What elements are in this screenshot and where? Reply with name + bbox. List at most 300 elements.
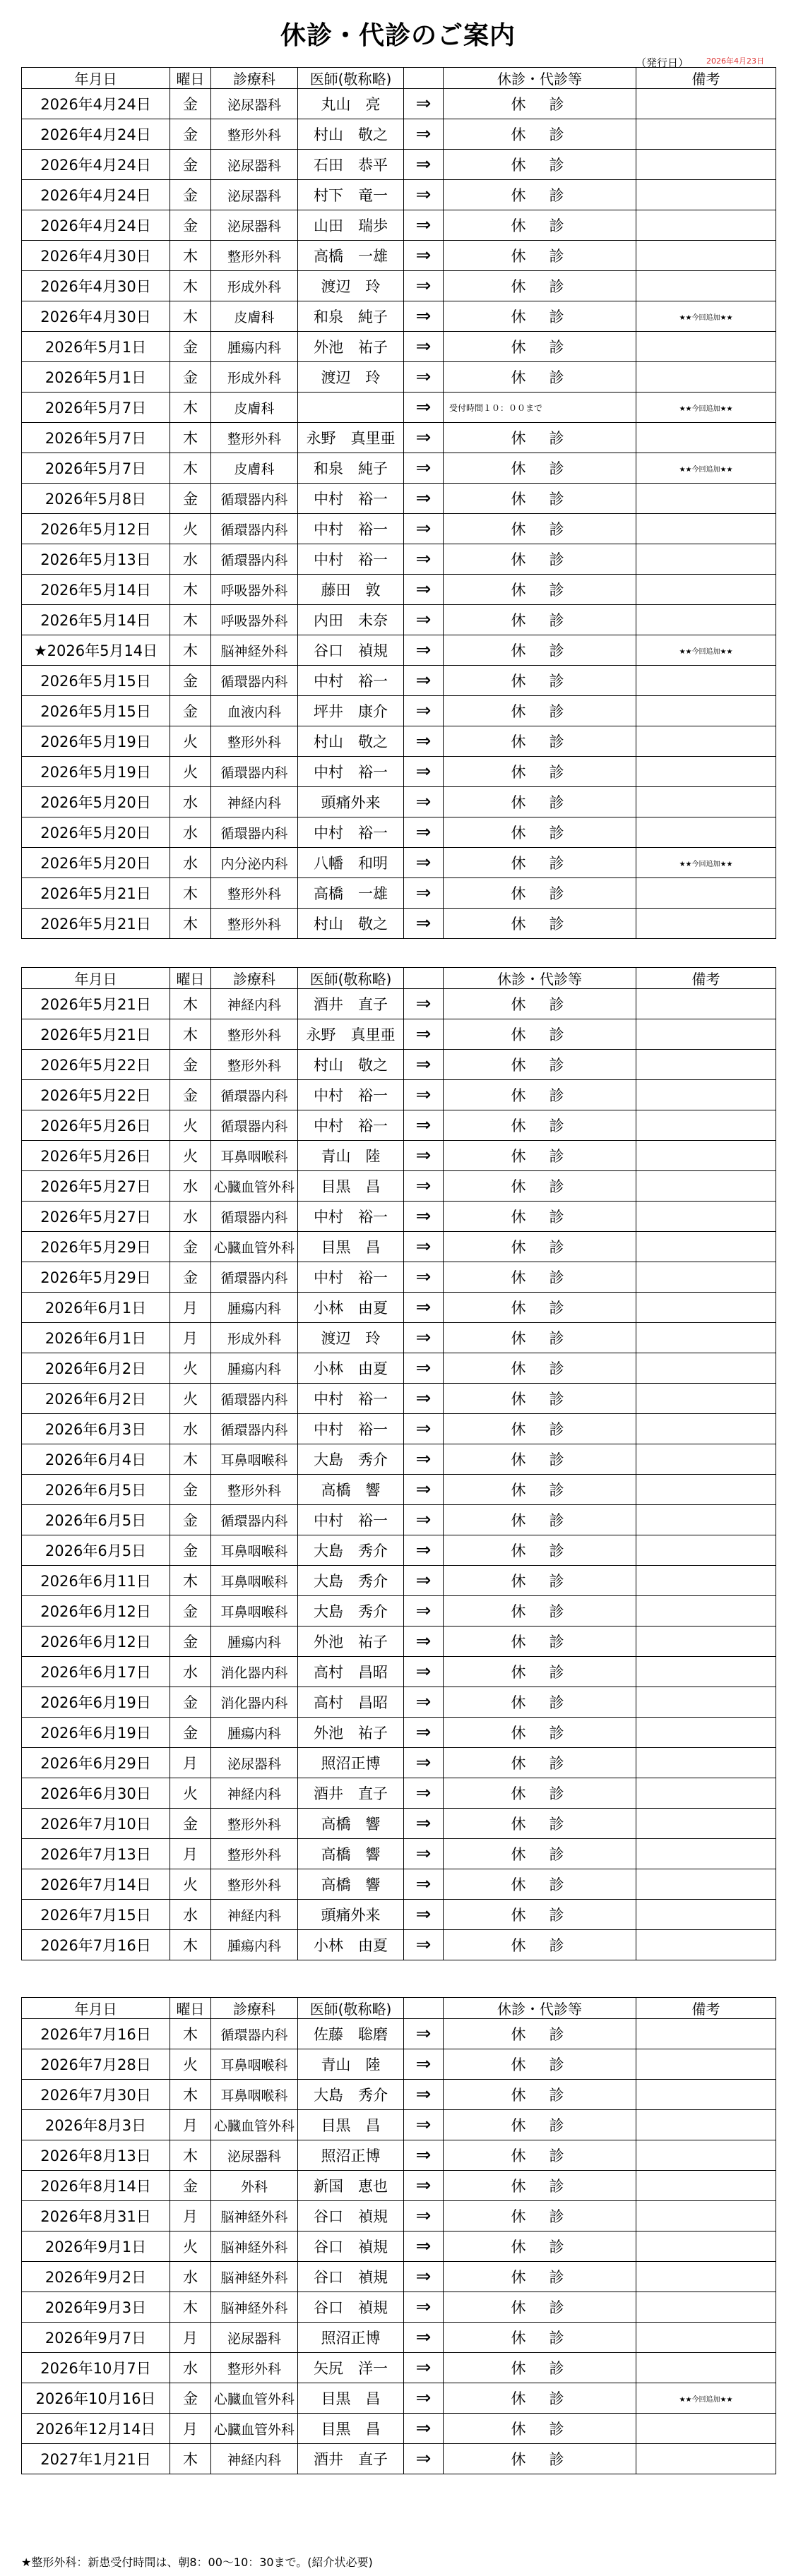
cell-doctor: 小林 由夏 xyxy=(298,1353,404,1384)
cell-status: 休 診 xyxy=(444,1505,636,1535)
table-row xyxy=(22,1596,776,1627)
table-row xyxy=(22,1110,776,1141)
cell-status: 休 診 xyxy=(444,1748,636,1778)
cell-note xyxy=(636,1627,776,1657)
table-row xyxy=(22,1535,776,1566)
cell-note xyxy=(636,1718,776,1748)
table-row xyxy=(22,696,776,726)
cell-department: 泌尿器科 xyxy=(211,150,298,180)
cell-weekday: 木 xyxy=(170,575,211,605)
cell-date: 2026年4月24日 xyxy=(22,89,170,119)
cell-status: 休 診 xyxy=(444,1869,636,1900)
cell-department: 循環器内科 xyxy=(211,544,298,575)
cell-note xyxy=(636,514,776,544)
cell-department: 整形外科 xyxy=(211,2353,298,2383)
cell-date: 2026年5月19日 xyxy=(22,726,170,757)
cell-note xyxy=(636,150,776,180)
cell-weekday: 金 xyxy=(170,1687,211,1718)
cell-date: 2026年4月30日 xyxy=(22,241,170,271)
cell-department: 神経内科 xyxy=(211,1900,298,1930)
cell-note xyxy=(636,1110,776,1141)
cell-note: ★★今回追加★★ xyxy=(636,848,776,878)
arrow-icon: ⇒ xyxy=(404,210,444,241)
table-row xyxy=(22,909,776,939)
table-row xyxy=(22,362,776,393)
arrow-icon: ⇒ xyxy=(404,2019,444,2049)
cell-status: 休 診 xyxy=(444,605,636,635)
cell-date: 2026年7月16日 xyxy=(22,1930,170,1960)
cell-weekday: 水 xyxy=(170,1202,211,1232)
cell-status: 休 診 xyxy=(444,1778,636,1809)
cell-note: ★★今回追加★★ xyxy=(636,635,776,666)
table-row xyxy=(22,332,776,362)
cell-note xyxy=(636,1778,776,1809)
cell-note xyxy=(636,1414,776,1444)
cell-note xyxy=(636,1535,776,1566)
cell-status: 休 診 xyxy=(444,1809,636,1839)
cell-weekday: 月 xyxy=(170,2414,211,2444)
cell-department: 整形外科 xyxy=(211,119,298,150)
header-status: 休診・代診等 xyxy=(444,1998,636,2019)
cell-weekday: 金 xyxy=(170,150,211,180)
arrow-icon: ⇒ xyxy=(404,1444,444,1475)
arrow-icon: ⇒ xyxy=(404,119,444,150)
cell-doctor: 渡辺 玲 xyxy=(298,271,404,301)
table-row xyxy=(22,2019,776,2049)
cell-note xyxy=(636,1687,776,1718)
cell-department: 神経内科 xyxy=(211,1778,298,1809)
arrow-icon: ⇒ xyxy=(404,1930,444,1960)
cell-note xyxy=(636,1171,776,1202)
cell-doctor: 佐藤 聡磨 xyxy=(298,2019,404,2049)
cell-date: 2026年6月17日 xyxy=(22,1657,170,1687)
cell-weekday: 木 xyxy=(170,1444,211,1475)
arrow-icon: ⇒ xyxy=(404,1869,444,1900)
cell-doctor: 村山 敬之 xyxy=(298,1050,404,1080)
table-row xyxy=(22,1566,776,1596)
cell-status: 休 診 xyxy=(444,1839,636,1869)
cell-doctor: 中村 裕一 xyxy=(298,544,404,575)
table-row xyxy=(22,1080,776,1110)
cell-date: 2026年6月5日 xyxy=(22,1475,170,1505)
table-row xyxy=(22,1718,776,1748)
cell-date: 2026年5月1日 xyxy=(22,332,170,362)
cell-department: 循環器内科 xyxy=(211,1384,298,1414)
cell-date: 2026年5月26日 xyxy=(22,1141,170,1171)
cell-weekday: 金 xyxy=(170,180,211,210)
cell-weekday: 木 xyxy=(170,423,211,453)
arrow-icon: ⇒ xyxy=(404,1080,444,1110)
table-row xyxy=(22,1809,776,1839)
arrow-icon: ⇒ xyxy=(404,89,444,119)
cell-weekday: 金 xyxy=(170,1627,211,1657)
cell-status: 休 診 xyxy=(444,2110,636,2140)
cell-doctor: 中村 裕一 xyxy=(298,757,404,787)
cell-status: 休 診 xyxy=(444,575,636,605)
cell-date: 2026年6月4日 xyxy=(22,1444,170,1475)
cell-weekday: 木 xyxy=(170,393,211,423)
cell-note: ★★今回追加★★ xyxy=(636,393,776,423)
table-row xyxy=(22,423,776,453)
cell-status: 休 診 xyxy=(444,1657,636,1687)
cell-note xyxy=(636,1323,776,1353)
footnote: ★整形外科：新患受付時間は、朝8：00～10：30まで。(紹介状必要) xyxy=(21,2556,373,2569)
cell-department: 血液内科 xyxy=(211,696,298,726)
arrow-icon: ⇒ xyxy=(404,1687,444,1718)
cell-doctor: 照沼正博 xyxy=(298,2323,404,2353)
cell-date: 2026年6月11日 xyxy=(22,1566,170,1596)
arrow-icon: ⇒ xyxy=(404,1262,444,1293)
arrow-icon: ⇒ xyxy=(404,2444,444,2474)
cell-department: 泌尿器科 xyxy=(211,180,298,210)
cell-note xyxy=(636,757,776,787)
cell-doctor: 大島 秀介 xyxy=(298,1444,404,1475)
table-row xyxy=(22,271,776,301)
cell-department: 腫瘍内科 xyxy=(211,1627,298,1657)
cell-date: 2026年5月19日 xyxy=(22,757,170,787)
cell-weekday: 月 xyxy=(170,1293,211,1323)
cell-date: 2026年5月15日 xyxy=(22,696,170,726)
cell-department: 耳鼻咽喉科 xyxy=(211,1141,298,1171)
table-row xyxy=(22,1475,776,1505)
arrow-icon: ⇒ xyxy=(404,1232,444,1262)
arrow-icon: ⇒ xyxy=(404,635,444,666)
header-notes: 備考 xyxy=(636,968,776,989)
cell-weekday: 金 xyxy=(170,1809,211,1839)
cell-weekday: 火 xyxy=(170,757,211,787)
cell-weekday: 木 xyxy=(170,605,211,635)
cell-note xyxy=(636,2262,776,2292)
cell-weekday: 水 xyxy=(170,848,211,878)
cell-date: 2026年5月13日 xyxy=(22,544,170,575)
cell-note xyxy=(636,787,776,817)
arrow-icon: ⇒ xyxy=(404,514,444,544)
arrow-icon: ⇒ xyxy=(404,1566,444,1596)
table-row xyxy=(22,2262,776,2292)
cell-date: ★2026年5月14日 xyxy=(22,635,170,666)
cell-note xyxy=(636,909,776,939)
cell-doctor: 酒井 直子 xyxy=(298,2444,404,2474)
header-status: 休診・代診等 xyxy=(444,68,636,89)
cell-doctor: 中村 裕一 xyxy=(298,1505,404,1535)
cell-weekday: 火 xyxy=(170,514,211,544)
header-arrow xyxy=(404,68,444,89)
arrow-icon: ⇒ xyxy=(404,2414,444,2444)
cell-department: 整形外科 xyxy=(211,1839,298,1869)
arrow-icon: ⇒ xyxy=(404,1202,444,1232)
table-row xyxy=(22,1900,776,1930)
header-doctor: 医師(敬称略) xyxy=(298,68,404,89)
cell-weekday: 木 xyxy=(170,2140,211,2171)
cell-weekday: 火 xyxy=(170,1353,211,1384)
cell-weekday: 月 xyxy=(170,2110,211,2140)
arrow-icon: ⇒ xyxy=(404,301,444,332)
arrow-icon: ⇒ xyxy=(404,180,444,210)
cell-note xyxy=(636,1444,776,1475)
arrow-icon: ⇒ xyxy=(404,817,444,848)
cell-doctor: 照沼正博 xyxy=(298,1748,404,1778)
header-date: 年月日 xyxy=(22,1998,170,2019)
cell-weekday: 水 xyxy=(170,817,211,848)
cell-date: 2026年5月27日 xyxy=(22,1171,170,1202)
cell-date: 2026年6月5日 xyxy=(22,1535,170,1566)
cell-doctor: 外池 祐子 xyxy=(298,332,404,362)
cell-department: 呼吸器外科 xyxy=(211,605,298,635)
cell-department: 呼吸器外科 xyxy=(211,575,298,605)
arrow-icon: ⇒ xyxy=(404,1353,444,1384)
cell-doctor: 和泉 純子 xyxy=(298,453,404,484)
cell-note xyxy=(636,1384,776,1414)
cell-note xyxy=(636,2140,776,2171)
cell-status: 休 診 xyxy=(444,787,636,817)
cell-doctor: 頭痛外来 xyxy=(298,1900,404,1930)
cell-doctor: 丸山 亮 xyxy=(298,89,404,119)
arrow-icon: ⇒ xyxy=(404,1809,444,1839)
cell-note xyxy=(636,332,776,362)
arrow-icon: ⇒ xyxy=(404,1596,444,1627)
table-row xyxy=(22,453,776,484)
arrow-icon: ⇒ xyxy=(404,1110,444,1141)
cell-status: 休 診 xyxy=(444,1687,636,1718)
cell-department: 整形外科 xyxy=(211,1019,298,1050)
cell-doctor: 高村 昌昭 xyxy=(298,1687,404,1718)
cell-doctor: 谷口 禎規 xyxy=(298,2231,404,2262)
cell-doctor: 山田 瑞歩 xyxy=(298,210,404,241)
cell-department: 整形外科 xyxy=(211,241,298,271)
cell-weekday: 月 xyxy=(170,1748,211,1778)
cell-date: 2026年5月8日 xyxy=(22,484,170,514)
header-status: 休診・代診等 xyxy=(444,968,636,989)
cell-department: 整形外科 xyxy=(211,726,298,757)
cell-weekday: 金 xyxy=(170,484,211,514)
cell-department: 消化器内科 xyxy=(211,1657,298,1687)
cell-department: 循環器内科 xyxy=(211,1080,298,1110)
cell-department: 整形外科 xyxy=(211,1809,298,1839)
cell-status: 休 診 xyxy=(444,2444,636,2474)
cell-status: 休 診 xyxy=(444,1930,636,1960)
cell-weekday: 火 xyxy=(170,1384,211,1414)
header-notes: 備考 xyxy=(636,68,776,89)
cell-weekday: 金 xyxy=(170,1080,211,1110)
cell-department: 皮膚科 xyxy=(211,453,298,484)
cell-weekday: 木 xyxy=(170,2019,211,2049)
arrow-icon: ⇒ xyxy=(404,2323,444,2353)
cell-weekday: 金 xyxy=(170,332,211,362)
schedule-table xyxy=(21,1997,776,2474)
cell-status: 休 診 xyxy=(444,89,636,119)
arrow-icon: ⇒ xyxy=(404,2262,444,2292)
cell-date: 2026年4月24日 xyxy=(22,119,170,150)
cell-status: 休 診 xyxy=(444,301,636,332)
cell-department: 整形外科 xyxy=(211,423,298,453)
table-row xyxy=(22,575,776,605)
table-row xyxy=(22,1384,776,1414)
cell-department: 心臓血管外科 xyxy=(211,2414,298,2444)
cell-doctor: 和泉 純子 xyxy=(298,301,404,332)
header-date: 年月日 xyxy=(22,68,170,89)
cell-doctor: 渡辺 玲 xyxy=(298,362,404,393)
cell-note xyxy=(636,241,776,271)
cell-date: 2026年6月1日 xyxy=(22,1293,170,1323)
cell-department: 形成外科 xyxy=(211,271,298,301)
cell-department: 循環器内科 xyxy=(211,817,298,848)
cell-doctor: 中村 裕一 xyxy=(298,484,404,514)
cell-note xyxy=(636,696,776,726)
cell-weekday: 月 xyxy=(170,1839,211,1869)
cell-doctor: 中村 裕一 xyxy=(298,817,404,848)
arrow-icon: ⇒ xyxy=(404,1475,444,1505)
cell-doctor: 村山 敬之 xyxy=(298,909,404,939)
cell-doctor: 谷口 禎規 xyxy=(298,2292,404,2323)
cell-department: 心臓血管外科 xyxy=(211,2110,298,2140)
cell-doctor xyxy=(298,393,404,423)
table-row xyxy=(22,241,776,271)
cell-note xyxy=(636,180,776,210)
arrow-icon: ⇒ xyxy=(404,2201,444,2231)
cell-status: 休 診 xyxy=(444,666,636,696)
cell-doctor: 青山 陸 xyxy=(298,1141,404,1171)
cell-status: 休 診 xyxy=(444,696,636,726)
cell-department: 脳神経外科 xyxy=(211,2292,298,2323)
cell-date: 2026年6月2日 xyxy=(22,1353,170,1384)
table-row xyxy=(22,514,776,544)
cell-note xyxy=(636,989,776,1019)
cell-date: 2026年4月30日 xyxy=(22,271,170,301)
cell-date: 2026年7月10日 xyxy=(22,1809,170,1839)
cell-weekday: 水 xyxy=(170,1900,211,1930)
arrow-icon: ⇒ xyxy=(404,1505,444,1535)
cell-doctor: 中村 裕一 xyxy=(298,1262,404,1293)
cell-date: 2026年6月30日 xyxy=(22,1778,170,1809)
cell-department: 心臓血管外科 xyxy=(211,1232,298,1262)
cell-department: 脳神経外科 xyxy=(211,2201,298,2231)
cell-date: 2026年7月30日 xyxy=(22,2080,170,2110)
cell-date: 2026年6月19日 xyxy=(22,1687,170,1718)
table-row xyxy=(22,210,776,241)
cell-weekday: 水 xyxy=(170,544,211,575)
arrow-icon: ⇒ xyxy=(404,696,444,726)
cell-department: 腫瘍内科 xyxy=(211,332,298,362)
cell-note xyxy=(636,1141,776,1171)
cell-doctor: 外池 祐子 xyxy=(298,1718,404,1748)
cell-weekday: 木 xyxy=(170,271,211,301)
cell-note xyxy=(636,2080,776,2110)
cell-date: 2026年6月12日 xyxy=(22,1627,170,1657)
arrow-icon: ⇒ xyxy=(404,423,444,453)
cell-note xyxy=(636,1475,776,1505)
header-department: 診療科 xyxy=(211,968,298,989)
cell-status: 休 診 xyxy=(444,180,636,210)
cell-date: 2026年5月29日 xyxy=(22,1262,170,1293)
cell-weekday: 火 xyxy=(170,1110,211,1141)
cell-department: 循環器内科 xyxy=(211,514,298,544)
cell-status: 休 診 xyxy=(444,544,636,575)
cell-date: 2026年5月27日 xyxy=(22,1202,170,1232)
arrow-icon: ⇒ xyxy=(404,1293,444,1323)
cell-date: 2026年9月7日 xyxy=(22,2323,170,2353)
arrow-icon: ⇒ xyxy=(404,1535,444,1566)
cell-status: 休 診 xyxy=(444,909,636,939)
cell-weekday: 金 xyxy=(170,2171,211,2201)
cell-date: 2026年5月22日 xyxy=(22,1050,170,1080)
arrow-icon: ⇒ xyxy=(404,2171,444,2201)
cell-department: 神経内科 xyxy=(211,989,298,1019)
cell-status: 休 診 xyxy=(444,1202,636,1232)
cell-department: 整形外科 xyxy=(211,1050,298,1080)
arrow-icon: ⇒ xyxy=(404,1141,444,1171)
table-row xyxy=(22,666,776,696)
header-arrow xyxy=(404,1998,444,2019)
cell-doctor: 高橋 一雄 xyxy=(298,878,404,909)
arrow-icon: ⇒ xyxy=(404,1748,444,1778)
cell-weekday: 水 xyxy=(170,1657,211,1687)
arrow-icon: ⇒ xyxy=(404,2080,444,2110)
arrow-icon: ⇒ xyxy=(404,393,444,423)
cell-date: 2026年4月30日 xyxy=(22,301,170,332)
cell-note xyxy=(636,1262,776,1293)
cell-status: 休 診 xyxy=(444,2231,636,2262)
cell-date: 2026年8月13日 xyxy=(22,2140,170,2171)
cell-status: 休 診 xyxy=(444,878,636,909)
cell-weekday: 木 xyxy=(170,2080,211,2110)
cell-date: 2026年5月21日 xyxy=(22,909,170,939)
cell-date: 2026年5月7日 xyxy=(22,393,170,423)
cell-status: 休 診 xyxy=(444,2353,636,2383)
cell-note xyxy=(636,2444,776,2474)
cell-status: 休 診 xyxy=(444,1019,636,1050)
header-doctor: 医師(敬称略) xyxy=(298,1998,404,2019)
cell-note xyxy=(636,726,776,757)
cell-status: 休 診 xyxy=(444,989,636,1019)
arrow-icon: ⇒ xyxy=(404,271,444,301)
cell-weekday: 木 xyxy=(170,1566,211,1596)
cell-department: 整形外科 xyxy=(211,878,298,909)
arrow-icon: ⇒ xyxy=(404,1657,444,1687)
cell-weekday: 木 xyxy=(170,453,211,484)
cell-status: 休 診 xyxy=(444,1293,636,1323)
cell-department: 循環器内科 xyxy=(211,1414,298,1444)
cell-doctor: 小林 由夏 xyxy=(298,1293,404,1323)
cell-doctor: 目黒 昌 xyxy=(298,1232,404,1262)
cell-date: 2026年7月15日 xyxy=(22,1900,170,1930)
cell-status: 休 診 xyxy=(444,2201,636,2231)
cell-note xyxy=(636,878,776,909)
cell-status: 休 診 xyxy=(444,484,636,514)
cell-date: 2026年6月1日 xyxy=(22,1323,170,1353)
table-row xyxy=(22,2383,776,2414)
cell-status: 休 診 xyxy=(444,1232,636,1262)
cell-note xyxy=(636,1293,776,1323)
cell-doctor: 中村 裕一 xyxy=(298,1414,404,1444)
issued-label: （発行日） xyxy=(636,56,689,69)
cell-date: 2026年5月20日 xyxy=(22,787,170,817)
cell-date: 2026年6月12日 xyxy=(22,1596,170,1627)
arrow-icon: ⇒ xyxy=(404,726,444,757)
cell-doctor: 中村 裕一 xyxy=(298,1080,404,1110)
cell-date: 2026年8月31日 xyxy=(22,2201,170,2231)
cell-note xyxy=(636,1566,776,1596)
cell-status: 休 診 xyxy=(444,1627,636,1657)
cell-note xyxy=(636,1505,776,1535)
cell-weekday: 月 xyxy=(170,1323,211,1353)
cell-weekday: 木 xyxy=(170,909,211,939)
cell-weekday: 金 xyxy=(170,696,211,726)
cell-date: 2026年5月21日 xyxy=(22,989,170,1019)
arrow-icon: ⇒ xyxy=(404,453,444,484)
cell-doctor: 照沼正博 xyxy=(298,2140,404,2171)
cell-note xyxy=(636,2171,776,2201)
table-row xyxy=(22,544,776,575)
